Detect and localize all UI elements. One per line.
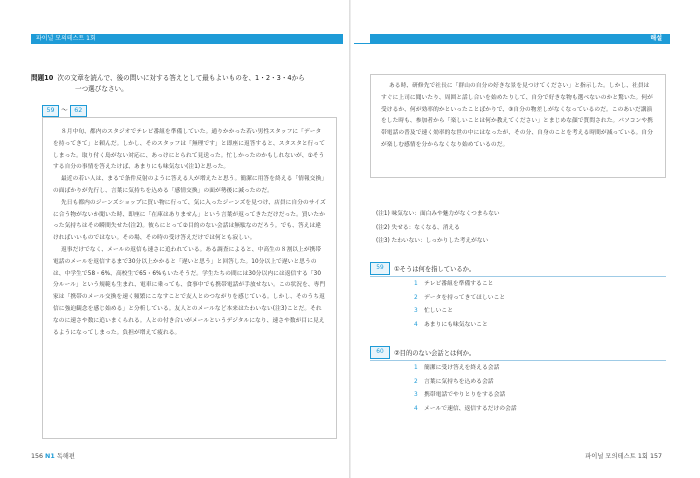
question-line-1: 次の文章を読んで、後の問いに対する答えとして最もよいものを、1・2・3・4から	[57, 74, 305, 82]
question-range	[42, 104, 87, 117]
option-number: 3	[414, 308, 418, 314]
option-number: 4	[414, 405, 418, 412]
option-number: 4	[414, 321, 418, 328]
footer-subtitle: 독해편	[56, 453, 75, 460]
option-text: 忙しいこと	[424, 308, 453, 314]
answer-option[interactable]	[414, 292, 666, 306]
passage-paragraph: ８月中旬、都内のスタジオでテレビ番組を準備していた。通りかかった若い男性スタッフに「データを持ってきて」と頼んだ。しかし、そのスタッフは「無理です」と即座に返答すると、スタスタと行ってしまった。取り付く島がない対応に、あっけにとられて見送った。忙しかったのかもしれないが、①そうする自分の事情を答えたけば、あまりにも味気ない(注1)と思った。	[53, 129, 326, 171]
question-number-box: 60	[370, 346, 390, 359]
footer-brand: N1	[45, 453, 55, 460]
option-number: 3	[414, 392, 418, 398]
page-spine	[349, 0, 351, 478]
range-end-box: 62	[70, 105, 87, 117]
answer-option[interactable]	[414, 305, 666, 319]
option-text: 携帯電話でやりとりをする会話	[424, 392, 506, 398]
answer-option[interactable]	[414, 376, 666, 390]
page-number-right: 157	[649, 453, 662, 460]
page-number-left: 156	[31, 453, 44, 460]
answer-option[interactable]	[414, 319, 666, 333]
question-block-60	[370, 346, 666, 416]
option-number: 2	[414, 378, 418, 385]
question-divider	[370, 276, 666, 277]
header-tab-left	[331, 34, 343, 43]
footnotes	[376, 208, 500, 249]
option-number: 2	[414, 294, 418, 301]
question-block-59	[370, 262, 666, 332]
answer-option[interactable]	[414, 403, 666, 417]
question-text: ②目的のない会話とは何か。	[394, 349, 476, 357]
question-number-box: 59	[370, 262, 390, 275]
footer-right	[585, 451, 662, 460]
question-line-2: 一つ選びなさい。	[75, 85, 128, 93]
footnote: (注3) たわいない：しっかりした考えがない	[376, 238, 489, 244]
answer-options	[370, 278, 666, 332]
option-text: メールで速信、返信するだけの会話	[424, 405, 517, 412]
header-bar-right	[370, 34, 670, 43]
header-rule-left	[31, 43, 343, 44]
header-title-left: 파이널 모의테스트 1회	[36, 35, 96, 42]
footer-title: 파이널 모의테스트 1회	[585, 453, 648, 460]
range-start-box: 59	[42, 105, 59, 117]
option-number: 1	[414, 365, 418, 371]
passage-paragraph: 最近の若い人は、まるで条件反射のように答える人が増えたと思う。簡潔に用答を終える「情報交換」の面ばかりが先行し、言葉に気持ちを込める「感情交換」の面が勢後に減ったのだ。	[53, 176, 325, 194]
footer-left	[31, 451, 75, 460]
header-rule-right	[354, 43, 670, 44]
option-text: テレビ番組を準備すること	[424, 281, 494, 287]
question-text: ①そうは何を指しているか。	[394, 265, 476, 273]
option-text: 簡潔に受け答えを終える会話	[424, 365, 500, 371]
question-number: 問題10	[31, 74, 54, 82]
range-separator: 〜	[61, 106, 68, 114]
answer-option[interactable]	[414, 362, 666, 376]
footnote: (注2) 失せる：なくなる、消える	[376, 224, 460, 231]
question-divider	[370, 360, 666, 361]
option-text: 言葉に気持ちを込める会話	[424, 378, 494, 385]
question-instruction	[31, 73, 321, 95]
option-number: 1	[414, 281, 418, 287]
answer-option[interactable]	[414, 278, 666, 292]
answer-option[interactable]	[414, 389, 666, 403]
answer-options	[370, 362, 666, 416]
header-label-right: 해설	[650, 35, 662, 42]
footnote: (注1) 味気ない：面白みや魅力がなくつまらない	[376, 211, 500, 217]
option-text: あまりにも味気ないこと	[424, 321, 488, 328]
option-text: データを持ってきてほしいこと	[424, 294, 506, 301]
passage-left	[42, 117, 337, 439]
passage-paragraph: ある時、研修先で社長に「群山の自分の好きな景を見つけてください」と指示した。しかし、社員はすぐに上司に聞いたり、周囲と話し合いを始めたりして、自分で好きな物も選べないのかと驚いた。何が受けるか、何が効率的かといったことばかりで、③自分の物差しがなくなっているのだ。このあいだ講演をした時も、参加者から「楽しいことは何か教えてください」とまじめな顔で質問された。パソコンや携帯電話の普及で速く効率的な世の中にはなったが、その分、自身のことを考える時間が減っている。自分が楽しむ感情を分からなくなり始めているのだ。	[381, 83, 654, 148]
passage-right	[370, 74, 666, 178]
passage-paragraph: 返事だけでなく、メールの返信も速さに追われている。ある調査によると、中高生の８割以上が携帯電話のメールを返信するまで30分以上かかると「遅いと思う」と回答した。10分以上で遅いと思うのは、中学生で58・6%、高校生で65・6%もいたそうだ。学生たちの間には30分以内には返信する「30分ルール」という規範も生まれ、電車に乗っても、食事中でも携帯電話が手放せない。この状況を、専門家は「携帯のメール交換を速く頻繁にこなすことで友人とのつながりを感じている。しかし、そのうち返信に強迫観念を感じ始める」と分析している。友人とのメールなど本来はたわいない(注3)ことだ。それなのに速さや数に追いまくられる。人との付き合いがメールというデジタルになり、速さや数が目に見えるようになってしまった。負担が増えて疲れる。	[53, 246, 326, 336]
passage-paragraph: 先日も都内のジーンズショップに買い物に行って、気に入ったジーンズを見つけ、店員に自分のサイズに合う物がないか聞いた時、即座に「在庫はありません」という言葉が返ってきただけだった。買いたかった気持ちはその瞬間失せた(注2)。彼らにとって②目的のない会話は無駄なのだろう。でも、答えは違ければいいものではない。その場、その時の受け答えだけでは何とも寂しい。	[53, 199, 326, 242]
